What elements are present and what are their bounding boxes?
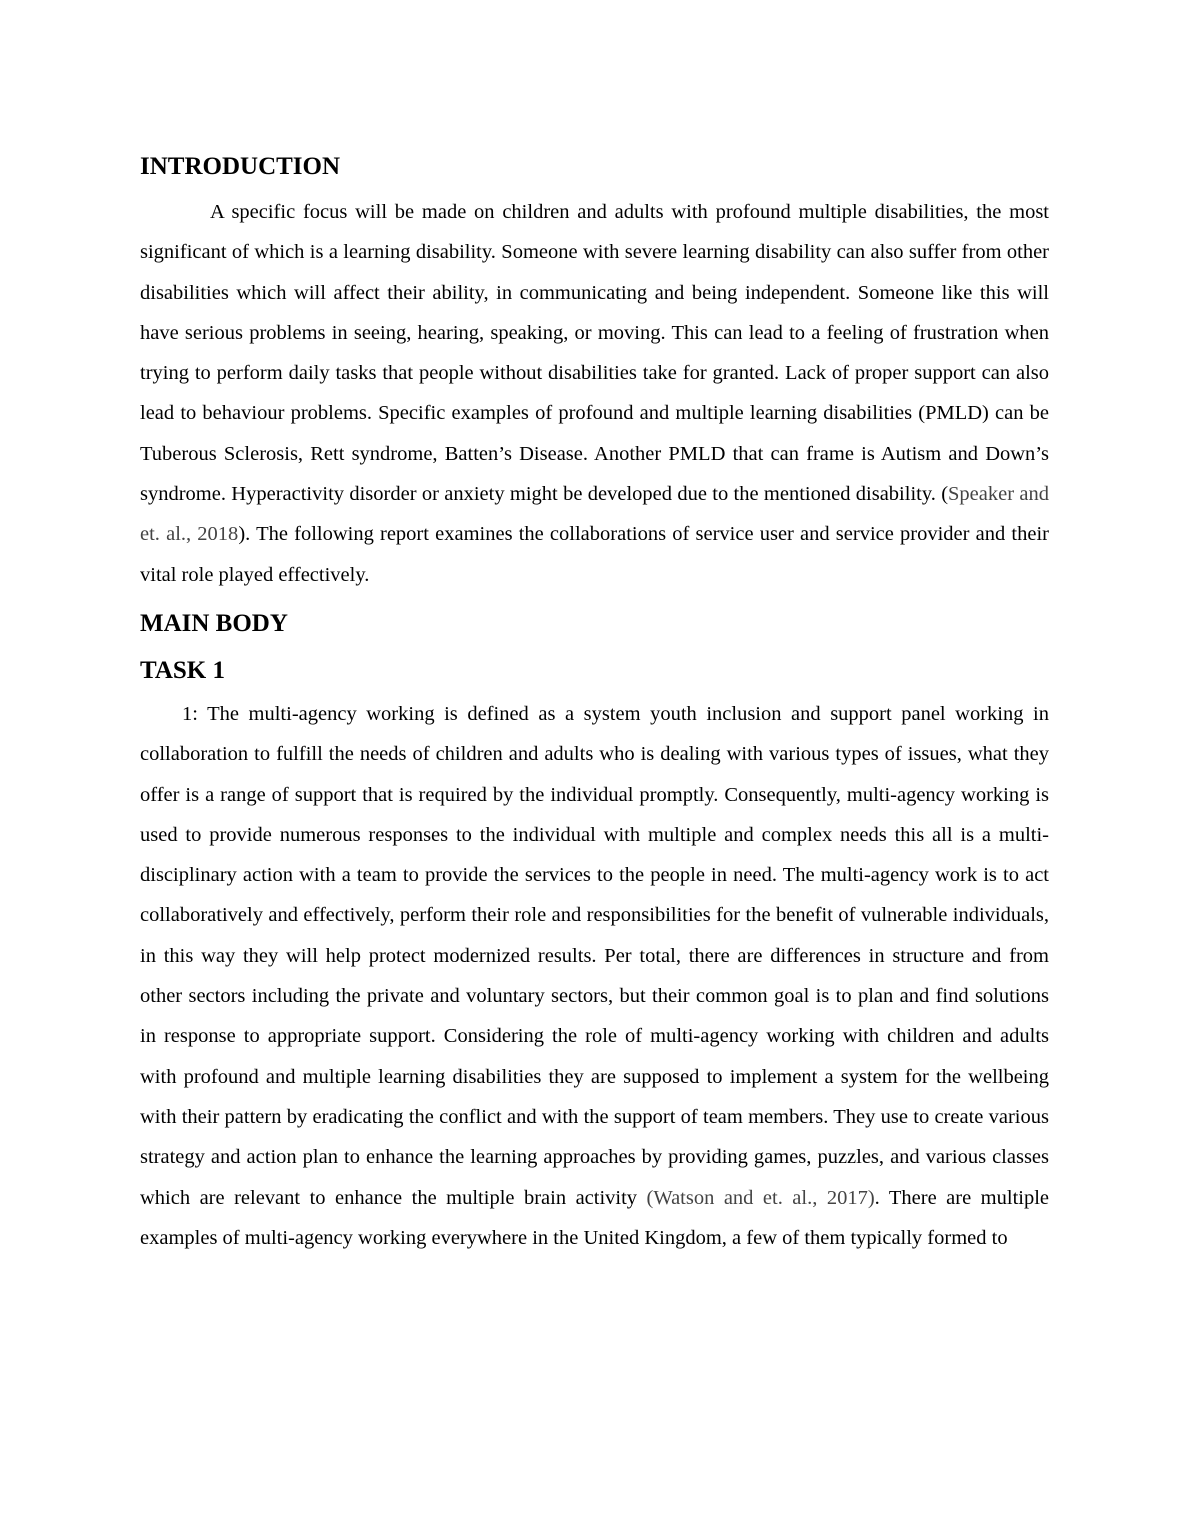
introduction-text: A specific focus will be made on children and adults with profound multiple disabilities, the most significant of which is a learning disability. Someone with severe learning disability can also suffer from other disabilities which will affect their ability, in communicating and being independent. Someone like this will have serious problems in seeing, hearing, speaking, or moving. This can lead to a feeling of frustration when trying to perform daily tasks that people without disabilities take for granted. Lack of proper support can also lead to behaviour problems. Specific examples of profound and multiple learning disabilities (PMLD) can be Tuberous Sclerosis, Rett syndrome, Batten’s Disease. Another PMLD that can frame is Autism and Down’s syndrome. Hyperactivity disorder or anxiety might be developed due to the mentioned disability. ( xyxy=(140,201,1049,506)
main-body-heading: MAIN BODY xyxy=(140,609,288,637)
task1-citation: (Watson and et. al., 2017) xyxy=(646,1186,875,1209)
task1-paragraph xyxy=(140,694,1049,1258)
document-page xyxy=(140,148,1049,1258)
task1-text-end: . There are multiple examples of multi-agency working everywhere in the United Kingdom, a few of them typically formed to xyxy=(140,1186,1049,1249)
task1-heading: TASK 1 xyxy=(140,656,225,684)
introduction-citation: Speaker and et. al., 2018 xyxy=(140,483,1049,546)
introduction-text-end: ). The following report examines the collaborations of service user and service provider and their vital role played effectively. xyxy=(140,523,1049,586)
task1-text: 1: The multi-agency working is defined as a system youth inclusion and support panel working in collaboration to fulfill the needs of children and adults who is dealing with various types of issues, what they offer is a range of support that is required by the individual promptly. Consequently, multi-agency working is used to provide numerous responses to the individual with multiple and complex needs this all is a multi-disciplinary action with a team to provide the services to the people in need. The multi-agency work is to act collaboratively and effectively, perform their role and responsibilities for the benefit of vulnerable individuals, in this way they will help protect modernized results. Per total, there are differences in structure and from other sectors including the private and voluntary sectors, but their common goal is to plan and find solutions in response to appropriate support. Considering the role of multi-agency working with children and adults with profound and multiple learning disabilities they are supposed to implement a system for the wellbeing with their pattern by eradicating the conflict and with the support of team members. They use to create various strategy and action plan to enhance the learning approaches by providing games, puzzles, and various classes which are relevant to enhance the multiple brain activity xyxy=(140,702,1049,1209)
introduction-paragraph xyxy=(140,192,1049,595)
introduction-heading: INTRODUCTION xyxy=(140,153,341,180)
